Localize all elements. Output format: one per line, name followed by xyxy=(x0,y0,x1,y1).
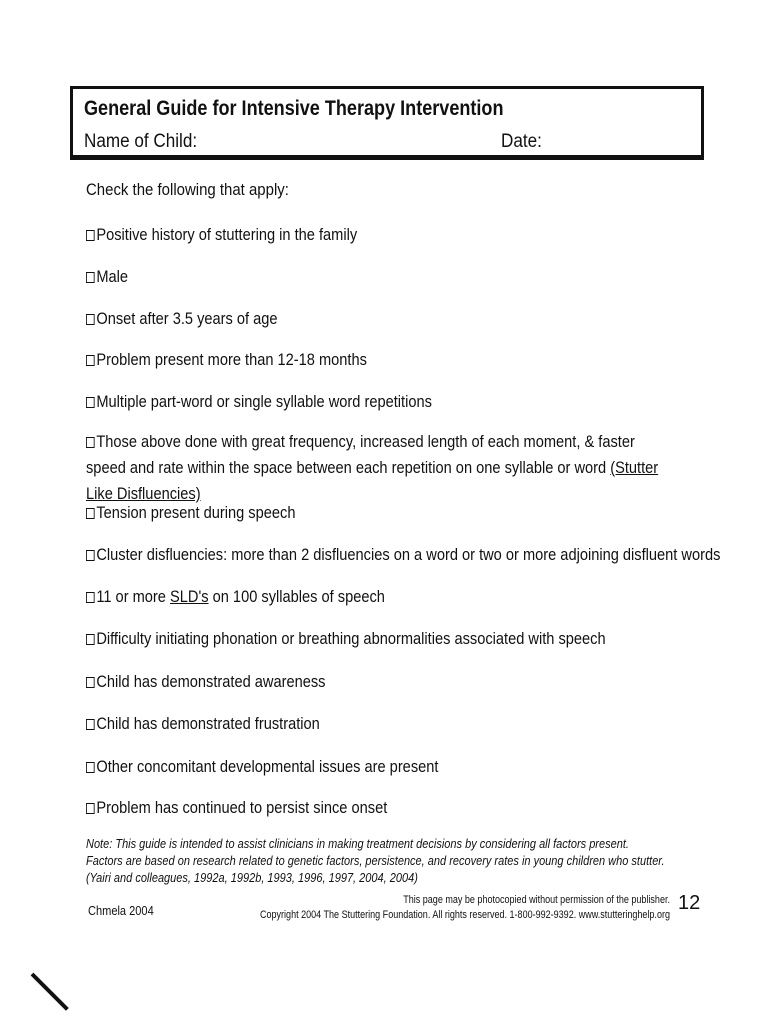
item-label-suffix: on 100 syllables of speech xyxy=(208,587,385,606)
item-label: Other concomitant developmental issues are present xyxy=(96,757,439,776)
checkbox-icon[interactable] xyxy=(86,397,95,408)
item-label: Child has demonstrated awareness xyxy=(96,672,326,691)
item-label: Multiple part-word or single syllable word repetitions xyxy=(96,392,432,411)
checkbox-icon[interactable] xyxy=(86,677,95,688)
page-number: 12 xyxy=(678,892,701,914)
item-underlined-term: (Stutter Like Disfluencies) xyxy=(86,458,659,503)
checklist-item-tension[interactable] xyxy=(86,500,295,526)
checkbox-icon[interactable] xyxy=(86,314,95,325)
checklist-item-frequency[interactable] xyxy=(86,429,671,507)
instruction-text: Check the following that apply: xyxy=(86,180,289,199)
checklist-item-sld-count[interactable] xyxy=(86,584,385,610)
item-label: Male xyxy=(96,267,129,286)
copyright-block xyxy=(260,893,670,923)
copyright-text: Copyright 2004 The Stuttering Foundation. All rights reserved. 1-800-992-9392. www.stutteringhelp.org xyxy=(260,909,670,921)
item-label: Those above done with great frequency, increased length of each moment, & faster speed and rate within the space between each repetition on one syllable or word xyxy=(86,432,635,477)
checkbox-icon[interactable] xyxy=(86,719,95,730)
checkbox-icon[interactable] xyxy=(86,437,95,448)
child-name-label: Name of Child: xyxy=(84,131,198,152)
author-credit: Chmela 2004 xyxy=(88,903,154,918)
checklist-item-male[interactable] xyxy=(86,264,128,290)
checklist-item-frustration[interactable] xyxy=(86,711,320,737)
permission-text: This page may be photocopied without permission of the publisher. xyxy=(403,894,670,906)
checklist-item-repetitions[interactable] xyxy=(86,389,432,415)
checkbox-icon[interactable] xyxy=(86,550,95,561)
item-label: Cluster disfluencies: more than 2 disfluencies on a word or two or more adjoining disfluent words xyxy=(96,545,721,564)
checklist-item-developmental[interactable] xyxy=(86,754,438,780)
checklist-item-onset-age[interactable] xyxy=(86,306,278,332)
date-label: Date: xyxy=(501,131,542,152)
checkbox-icon[interactable] xyxy=(86,592,95,603)
item-label: 11 or more xyxy=(96,587,170,606)
checklist-item-family-history[interactable] xyxy=(86,222,357,248)
checkbox-icon[interactable] xyxy=(86,272,95,283)
item-label: Tension present during speech xyxy=(96,503,296,522)
item-label: Problem has continued to persist since onset xyxy=(96,798,388,817)
item-label: Child has demonstrated frustration xyxy=(96,714,320,733)
checkbox-icon[interactable] xyxy=(86,762,95,773)
item-label: Positive history of stuttering in the family xyxy=(96,225,358,244)
checkbox-icon[interactable] xyxy=(86,355,95,366)
item-underlined-term: SLD's xyxy=(169,587,209,606)
checklist-item-phonation[interactable] xyxy=(86,626,606,652)
checkbox-icon[interactable] xyxy=(86,230,95,241)
checkbox-icon[interactable] xyxy=(86,803,95,814)
item-label: Problem present more than 12-18 months xyxy=(96,350,367,369)
checkbox-icon[interactable] xyxy=(86,634,95,645)
item-label: Difficulty initiating phonation or breathing abnormalities associated with speech xyxy=(96,629,606,648)
research-note: Note: This guide is intended to assist clinicians in making treatment decisions by considering all factors present. Factors are based on research related to genetic factors, persistence, and recovery rates in young children who stutter. (Yairi and colleagues, 1992a, 1992b, 1993, 1996, 1997, 2004, 2004) xyxy=(86,837,665,885)
item-label: Onset after 3.5 years of age xyxy=(96,309,278,328)
form-header xyxy=(70,86,704,160)
checklist-item-persistence[interactable] xyxy=(86,795,387,821)
checklist-item-awareness[interactable] xyxy=(86,669,325,695)
scan-artifact-mark xyxy=(31,973,69,1011)
checklist-item-duration[interactable] xyxy=(86,347,367,373)
checklist-item-cluster[interactable] xyxy=(86,542,720,568)
checkbox-icon[interactable] xyxy=(86,508,95,519)
page-title: General Guide for Intensive Therapy Intervention xyxy=(84,97,504,120)
